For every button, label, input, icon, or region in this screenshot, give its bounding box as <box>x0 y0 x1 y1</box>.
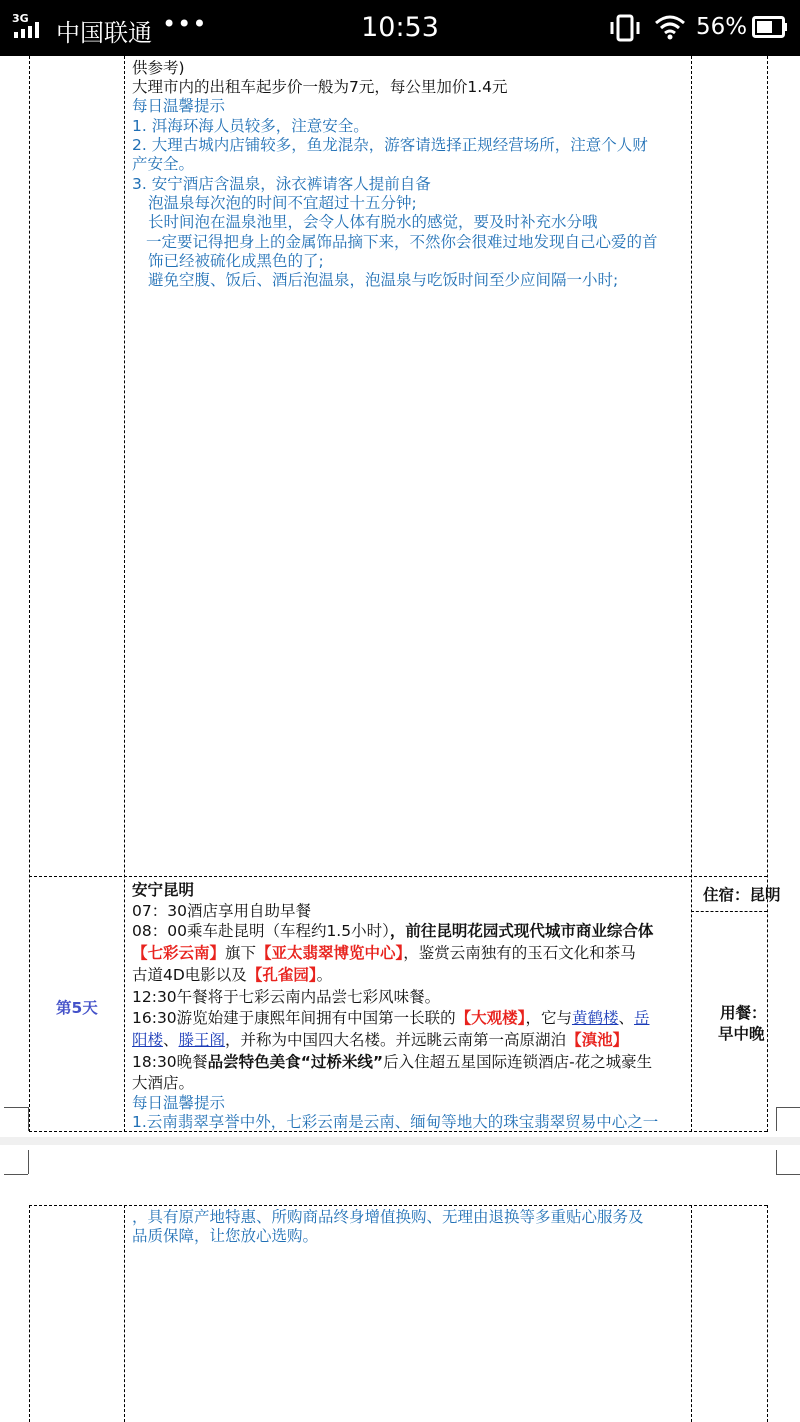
itinerary-line: 【七彩云南】旗下【亚太翡翠博览中心】，鉴赏云南独有的玉石文化和茶马 <box>132 944 636 962</box>
tip-item: 2. 大理古城内店铺较多，鱼龙混杂，游客请选择正规经营场所，注意个人财 <box>132 136 648 154</box>
itinerary-line: 阳楼、滕王阁，并称为中国四大名楼。并远眺云南第一高原湖泊【滇池】 <box>132 1031 629 1049</box>
itinerary-line: 07：30酒店享用自助早餐 <box>132 902 311 920</box>
more-icon: ••• <box>162 10 208 38</box>
text-line: 供参考) <box>132 59 185 77</box>
table-border <box>691 911 767 912</box>
table-border <box>124 56 125 1132</box>
network-type: 3G <box>12 12 29 25</box>
itinerary-line: 大酒店。 <box>132 1074 195 1092</box>
vibrate-icon <box>608 14 642 42</box>
battery-percent: 56% <box>696 14 748 40</box>
tip-item: ，具有原产地特惠、所购商品终身增值换购、无理由退换等多重贴心服务及 <box>132 1208 644 1226</box>
link-huanghelou[interactable]: 黄鹤楼 <box>571 1009 619 1027</box>
table-border <box>767 1205 768 1422</box>
tip-item: 一定要记得把身上的金属饰品摘下来，不然你会很难过地发现自己心爱的首 <box>146 233 658 251</box>
meal-label: 用餐： <box>720 1004 767 1022</box>
tip-item: 3. 安宁酒店含温泉，泳衣裤请客人提前自备 <box>132 175 431 193</box>
highlight-spot: 【大观楼】 <box>455 1009 526 1027</box>
clock: 10:53 <box>361 12 439 43</box>
link-tengwangge[interactable]: 滕王阁 <box>178 1031 226 1049</box>
tip-item: 避免空腹、饭后、酒后泡温泉，泡温泉与吃饭时间至少应间隔一小时; <box>148 271 619 289</box>
highlight-spot: 【亚太翡翠博览中心】 <box>256 944 404 962</box>
day-label: 第5天 <box>56 999 98 1017</box>
status-bar <box>0 0 800 56</box>
crop-mark <box>4 1174 28 1175</box>
table-border <box>29 876 767 877</box>
itinerary-line: 古道4D电影以及【孔雀园】。 <box>132 966 333 984</box>
table-border <box>691 1205 692 1422</box>
link-yueyanglou[interactable]: 阳楼 <box>132 1031 164 1049</box>
tip-item: 1.云南翡翠享誉中外，七彩云南是云南、缅甸等地大的珠宝翡翠贸易中心之一 <box>132 1113 659 1131</box>
crop-mark <box>28 1107 29 1131</box>
hotel-info: 住宿：昆明 <box>703 886 781 904</box>
tips-heading: 每日温馨提示 <box>132 1094 226 1112</box>
crop-mark <box>4 1107 28 1108</box>
crop-mark <box>776 1150 777 1174</box>
tip-item: 泡温泉每次泡的时间不宜超过十五分钟; <box>148 194 417 212</box>
itinerary-line: 16:30游览始建于康熙年间拥有中国第一长联的【大观楼】，它与黄鹤楼、岳 <box>132 1009 650 1027</box>
carrier-name: 中国联通 <box>56 19 152 47</box>
crop-mark <box>776 1107 800 1108</box>
table-border <box>691 56 692 1132</box>
route-title: 安宁昆明 <box>132 881 195 899</box>
page-gap <box>0 1137 800 1145</box>
tip-item: 产安全。 <box>132 155 195 173</box>
table-border <box>29 1205 767 1206</box>
meal-value: 早中晚 <box>718 1025 765 1043</box>
highlight-spot: 【滇池】 <box>566 1031 629 1049</box>
table-border <box>124 1205 125 1422</box>
crop-mark <box>776 1107 777 1131</box>
link-yueyanglou[interactable]: 岳 <box>633 1009 650 1027</box>
table-border <box>29 1205 30 1422</box>
table-border <box>29 56 30 1132</box>
wifi-icon <box>654 14 686 40</box>
tip-item: 饰已经被硫化成黑色的了; <box>148 252 324 270</box>
crop-mark <box>28 1150 29 1174</box>
tips-heading: 每日温馨提示 <box>132 97 226 115</box>
crop-mark <box>776 1174 800 1175</box>
highlight-spot: 【孔雀园】 <box>246 966 317 984</box>
battery-icon <box>752 16 788 38</box>
highlight-spot: 【七彩云南】 <box>132 944 226 962</box>
text-line: 大理市内的出租车起步价一般为7元，每公里加价1.4元 <box>132 78 508 96</box>
tip-item: 品质保障，让您放心选购。 <box>132 1227 319 1245</box>
itinerary-line: 08：00乘车赴昆明（车程约1.5小时），前往昆明花园式现代城市商业综合体 <box>132 922 654 940</box>
itinerary-line: 18:30晚餐品尝特色美食“过桥米线”后入住超五星国际连锁酒店-花之城豪生 <box>132 1053 653 1071</box>
tip-item: 长时间泡在温泉池里，会令人体有脱水的感觉，要及时补充水分哦 <box>148 213 598 231</box>
tip-item: 1. 洱海环海人员较多，注意安全。 <box>132 117 369 135</box>
itinerary-line: 12:30午餐将于七彩云南内品尝七彩风味餐。 <box>132 988 441 1006</box>
table-border <box>767 56 768 1132</box>
